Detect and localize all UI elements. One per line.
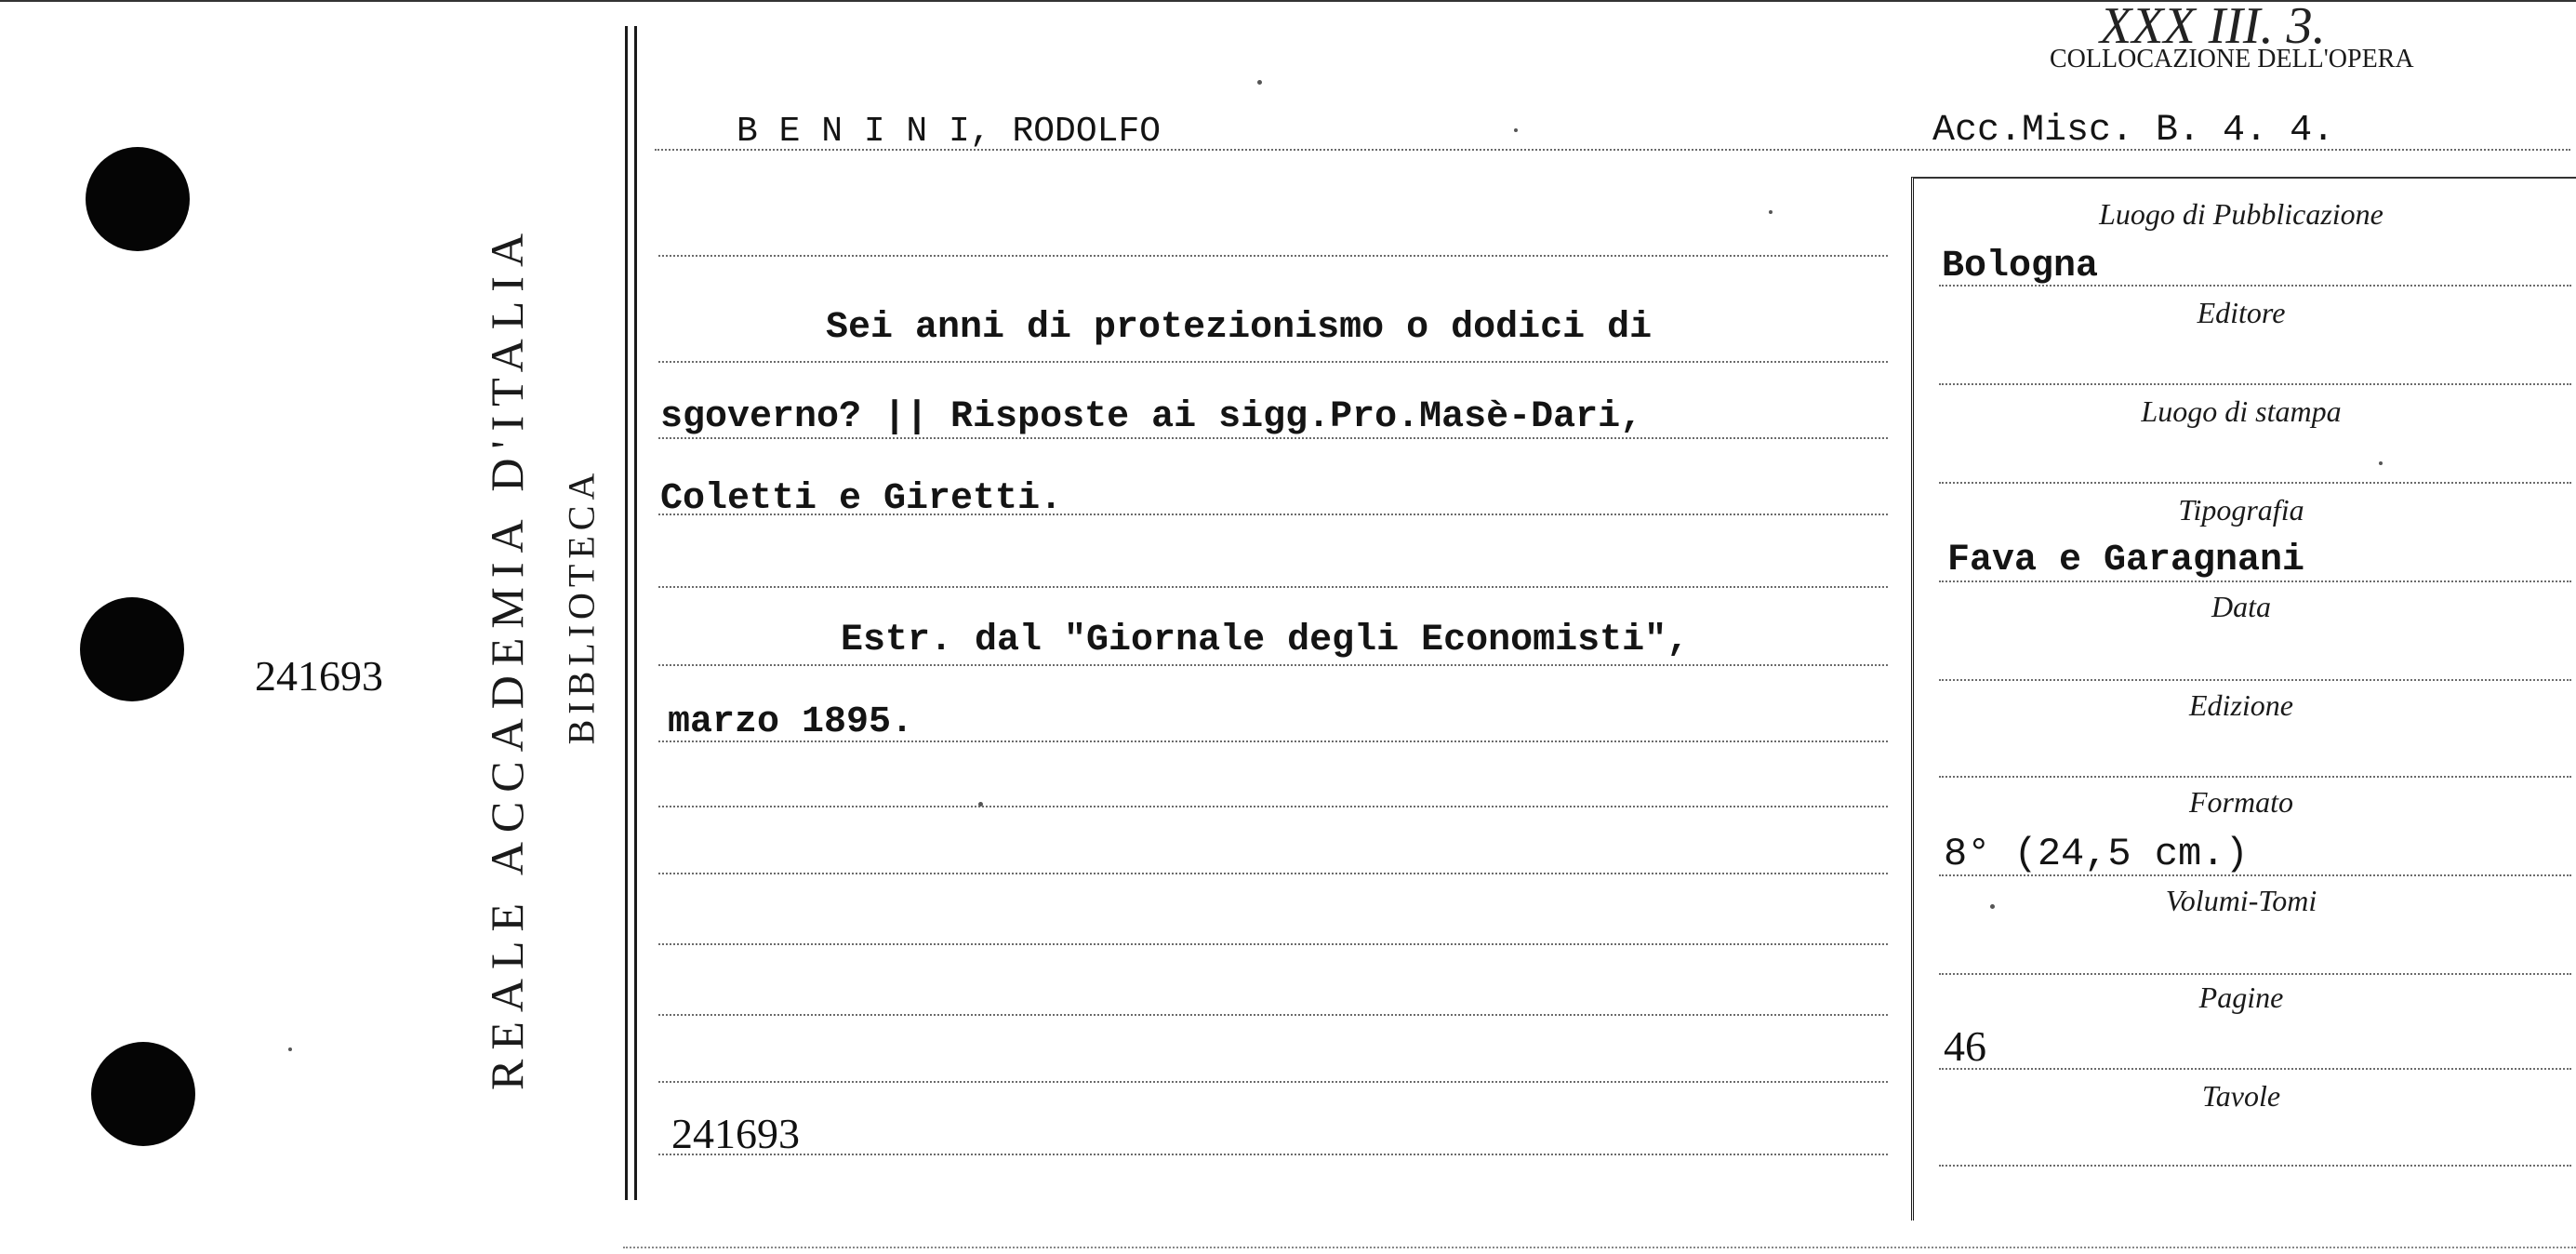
luogo-pubblicazione-value: Bologna (1942, 246, 2099, 287)
shelf-mark-caption: COLLOCAZIONE DELL'OPERA (2050, 45, 2414, 73)
field-line (1939, 383, 2571, 385)
card-bottom-edge (623, 1247, 2576, 1248)
volumi-tomi-label: Volumi-Tomi (2165, 884, 2317, 917)
left-inventory-number: 241693 (255, 652, 383, 700)
body-line (658, 255, 1888, 257)
tipografia-label: Tipografia (2178, 493, 2304, 527)
title-line-3: Coletti e Giretti. (660, 478, 1063, 520)
body-line (658, 1014, 1888, 1016)
note-line-1: Estr. dal "Giornale degli Economisti", (841, 620, 1690, 661)
scan-speck (1990, 904, 1995, 909)
scan-speck (978, 802, 983, 807)
formato-label: Formato (2189, 785, 2293, 819)
tavole-label: Tavole (2201, 1079, 2281, 1113)
field-line (1939, 776, 2571, 778)
tipografia-value: Fava e Garagnani (1947, 540, 2305, 581)
luogo-pubblicazione-label: Luogo di Pubblicazione (2099, 197, 2383, 231)
punch-hole-bottom (91, 1042, 195, 1146)
edizione-label: Edizione (2189, 688, 2293, 722)
call-number: Acc.Misc. B. 4. 4. (1932, 110, 2335, 152)
field-line (1939, 482, 2571, 484)
data-label: Data (2211, 590, 2271, 623)
body-line (658, 586, 1888, 588)
body-line (658, 943, 1888, 945)
body-line (658, 806, 1888, 807)
inventory-number: 241693 (671, 1110, 800, 1157)
punch-hole-top (86, 147, 190, 251)
field-line (1939, 679, 2571, 681)
scan-speck (1257, 80, 1262, 85)
body-line (658, 361, 1888, 363)
scan-speck (1769, 210, 1773, 214)
punch-hole-middle (80, 597, 184, 701)
luogo-stampa-label: Luogo di stampa (2141, 394, 2342, 428)
left-double-rule-b (634, 26, 637, 1200)
spine-title: REALE ACCADEMIA D'ITALIA (481, 223, 533, 1090)
author-name: B E N I N I, RODOLFO (737, 112, 1162, 152)
field-line (1939, 973, 2571, 975)
spine-subtitle: BIBLIOTECA (560, 467, 603, 745)
title-line-2: sgoverno? || Risposte ai sigg.Pro.Masè-Dari, (660, 396, 1643, 438)
field-line (1939, 1068, 2571, 1070)
scan-speck (288, 1047, 292, 1051)
pagine-value: 46 (1944, 1022, 1986, 1070)
title-line-1: Sei anni di protezionismo o dodici di (826, 307, 1653, 349)
scan-speck (1514, 128, 1518, 132)
editore-label: Editore (2197, 296, 2286, 329)
field-line (1939, 1165, 2571, 1167)
body-line (658, 1081, 1888, 1083)
note-line-2: marzo 1895. (668, 701, 914, 743)
body-line (658, 1154, 1888, 1155)
pagine-label: Pagine (2198, 981, 2284, 1014)
body-line (658, 873, 1888, 874)
shelf-mark-handwritten: XXX III. 3. (2100, 0, 2326, 55)
formato-value: 8° (24,5 cm.) (1944, 832, 2249, 876)
scan-speck (2379, 461, 2383, 465)
body-line (658, 664, 1888, 666)
left-double-rule-a (625, 26, 628, 1200)
